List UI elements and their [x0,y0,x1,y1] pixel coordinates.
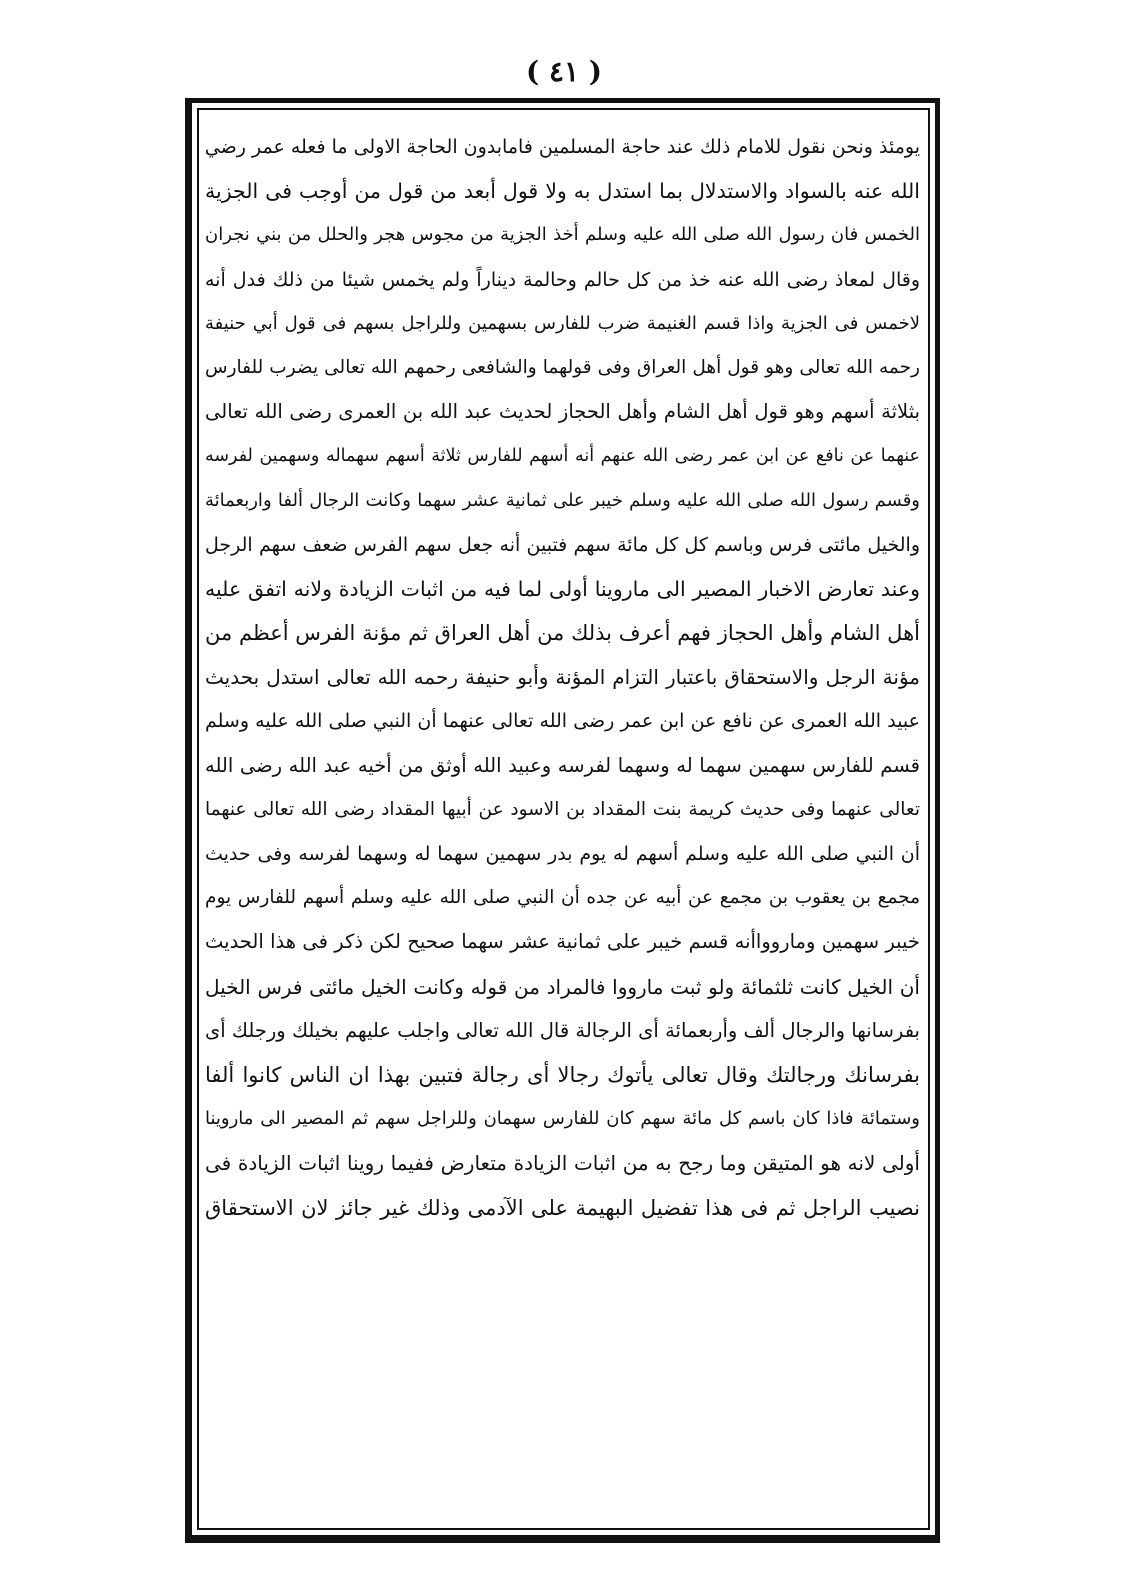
text-line: وقسم رسول الله صلى الله عليه وسلم خيبر على ثمانية عشر سهما وكانت الرجال ألفا واربعمائة [205,489,920,511]
text-line: بثلاثة أسهم وهو قول أهل الشام وأهل الحجاز لحديث عبد الله بن العمرى رضى الله تعالى [205,400,920,424]
page-number: ( ٤١ ) [525,55,603,88]
text-line: عنهما عن نافع عن ابن عمر رضى الله عنهم أنه أسهم للفارس ثلاثة أسهم سهماله وسهمين لفرسه [205,446,920,467]
text-line: لاخمس فى الجزية واذا قسم الغنيمة ضرب للفارس بسهمين وللراجل بسهم فى قول أبي حنيفة [205,312,920,334]
text-line: أولى لانه هو المتيقن وما رجح به من اثبات الزيادة متعارض ففيما روينا اثبات الزيادة فى [205,1151,920,1176]
text-line: وقال لمعاذ رضى الله عنه خذ من كل حالم وحالمة ديناراً ولم يخمس شيئا من ذلك فدل أنه [205,268,920,291]
text-line: قسم للفارس سهمين سهما له وسهما لفرسه وعبيد الله أوثق من أخيه عبد الله رضى الله [205,753,920,777]
text-line: الله عنه بالسواد والاستدلال بما استدل به ولا قول أبعد من قول من أوجب فى الجزية [205,179,920,204]
text-line: مجمع بن يعقوب بن مجمع عن أبيه عن جده أن النبي صلى الله عليه وسلم أسهم للفارس يوم [205,887,920,909]
text-line: بفرسانها والرجال ألف وأربعمائة أى الرجالة قال الله تعالى واجلب عليهم بخيلك ورجلك أى [205,1018,920,1042]
text-line: الخمس فان رسول الله صلى الله عليه وسلم أخذ الجزية من مجوس هجر والحلل من بني نجران [205,224,920,246]
body-text [205,125,920,1525]
text-line: نصيب الراجل ثم فى هذا تفضيل البهيمة على الآدمى وذلك غير جائز لان الاستحقاق [205,1195,920,1220]
text-line: تعالى عنهما وفى حديث كريمة بنت المقداد بن الاسود عن أبيها المقداد رضى الله تعالى عنهما [205,798,920,820]
text-line: بفرسانك ورجالتك وقال تعالى يأتوك رجالا أى رجالة فتبين بهذا ان الناس كانوا ألفا [205,1062,920,1087]
text-line: يومئذ ونحن نقول للامام ذلك عند حاجة المسلمين فامابدون الحاجة الاولى ما فعله عمر رضي [205,136,920,158]
text-line: وستمائة فاذا كان باسم كل مائة سهم كان للفارس سهمان وللراجل سهم ثم المصير الى ماروينا [205,1108,920,1130]
text-line: عبيد الله العمرى عن نافع عن ابن عمر رضى الله تعالى عنهما أن النبي صلى الله عليه وسلم [205,710,920,733]
text-line: رحمه الله تعالى وهو قول أهل العراق وفى قولهما والشافعى رحمهم الله تعالى يضرب للفارس [205,356,920,378]
text-line: وعند تعارض الاخبار المصير الى ماروينا أولى لما فيه من اثبات الزيادة ولانه اتفق عليه [205,576,920,601]
text-line: خيبر سهمين وماروواأنه قسم خيبر على ثمانية عشر سهما صحيح لكن ذكر فى هذا الحديث [205,930,920,954]
text-line: أهل الشام وأهل الحجاز فهم أعرف بذلك من أهل العراق ثم مؤنة الفرس أعظم من [205,621,920,646]
text-line: مؤنة الرجل والاستحقاق باعتبار التزام المؤنة وأبو حنيفة رحمه الله تعالى استدل بحديث [205,665,920,690]
text-line: والخيل مائتى فرس وباسم كل كل مائة سهم فتبين أنه جعل سهم الفرس ضعف سهم الرجل [205,533,920,556]
text-line: أن الخيل كانت ثلثمائة ولو ثبت مارووا فالمراد من قوله وكانت الخيل مائتى فرس الخيل [205,974,920,999]
text-line: أن النبي صلى الله عليه وسلم أسهم له يوم بدر سهمين سهما له وسهما لفرسه وفى حديث [205,843,920,865]
